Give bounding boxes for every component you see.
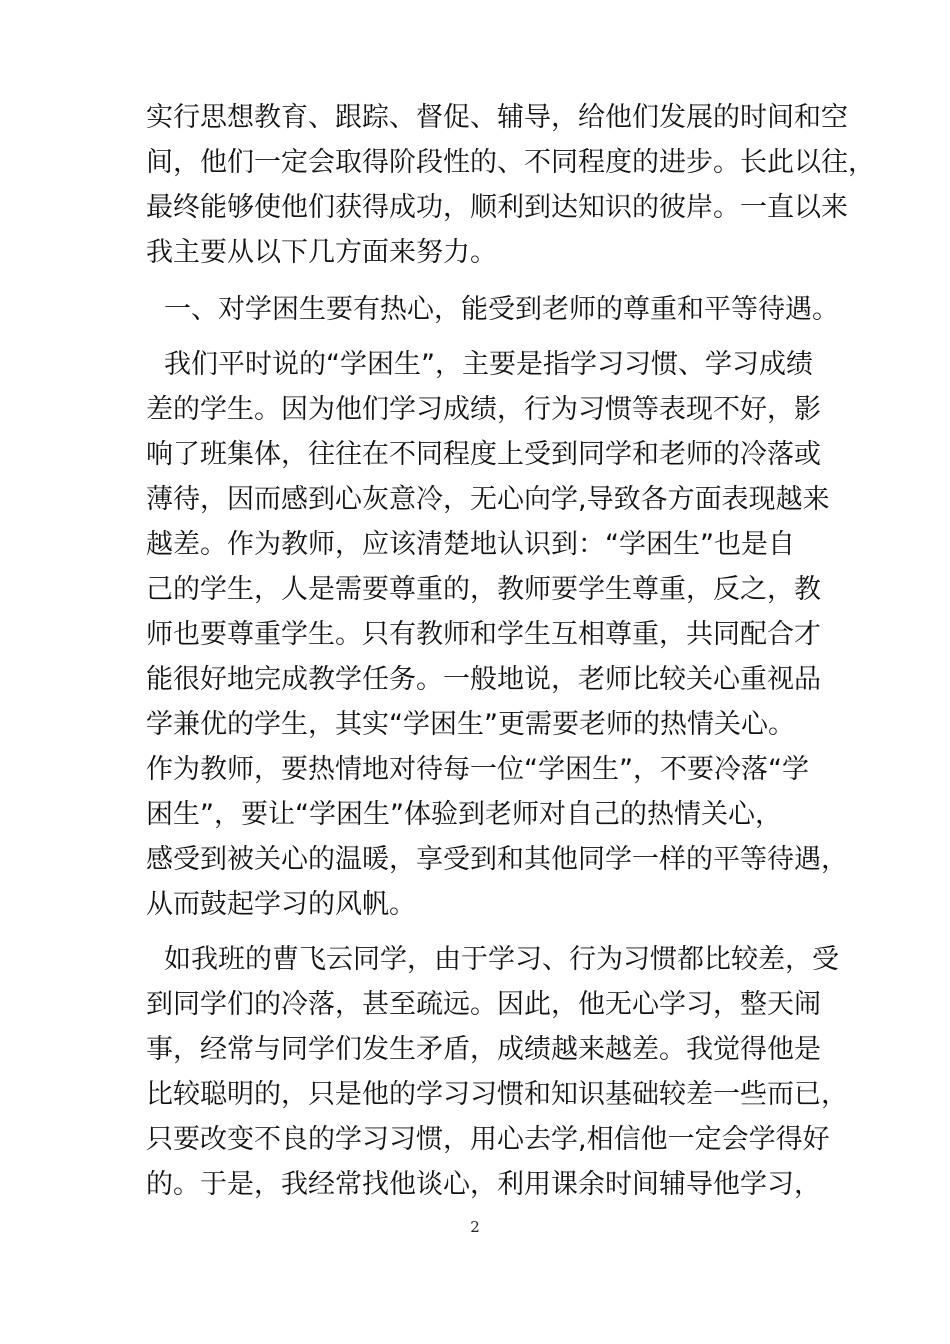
text-line: 如我班的曹飞云同学，由于学习、行为习惯都比较差，受 — [164, 944, 839, 975]
text-line: 越差。作为教师，应该清楚地认识到：“学困生”也是自 — [146, 529, 795, 560]
text-line: 薄待，因而感到心灰意冷，无心向学,导致各方面表现越来 — [146, 484, 830, 515]
text-line: 比较聪明的，只是他的学习习惯和知识基础较差一些而已， — [146, 1079, 848, 1110]
text-line: 实行思想教育、跟踪、督促、辅导，给他们发展的时间和空 — [146, 102, 848, 133]
text-line: 己的学生，人是需要尊重的，教师要学生尊重，反之，教 — [146, 574, 821, 605]
text-line: 到同学们的冷落，甚至疏远。因此，他无心学习，整天闹 — [146, 989, 821, 1020]
text-line: 只要改变不良的学习习惯，用心去学,相信他一定会学得好 — [146, 1124, 830, 1155]
text-line: 困生”，要让“学困生”体验到老师对自己的热情关心， — [146, 799, 782, 830]
text-line: 能很好地完成教学任务。一般地说，老师比较关心重视品 — [146, 664, 821, 695]
text-line: 差的学生。因为他们学习成绩，行为习惯等表现不好，影 — [146, 394, 821, 425]
text-line: 从而鼓起学习的风帆。 — [146, 889, 416, 920]
page-number: 2 — [470, 1218, 480, 1236]
text-line: 的。于是，我经常找他谈心，利用课余时间辅导他学习， — [146, 1169, 821, 1200]
section-heading: 一、对学困生要有热心，能受到老师的尊重和平等待遇。 — [164, 294, 839, 325]
text-line: 感受到被关心的温暖，享受到和其他同学一样的平等待遇， — [146, 844, 848, 875]
text-line: 学兼优的学生，其实“学困生”更需要老师的热情关心。 — [146, 709, 795, 740]
text-line: 作为教师，要热情地对待每一位“学困生”，不要冷落“学 — [146, 754, 809, 785]
text-line: 我主要从以下几方面来努力。 — [146, 237, 497, 268]
text-line: 间，他们一定会取得阶段性的、不同程度的进步。长此以往， — [146, 147, 875, 178]
text-line: 我们平时说的“学困生”，主要是指学习习惯、学习成绩 — [164, 349, 813, 380]
text-line: 响了班集体，往往在不同程度上受到同学和老师的冷落或 — [146, 439, 821, 470]
text-line: 师也要尊重学生。只有教师和学生互相尊重，共同配合才 — [146, 619, 821, 650]
text-line: 事，经常与同学们发生矛盾，成绩越来越差。我觉得他是 — [146, 1034, 821, 1065]
text-line: 最终能够使他们获得成功，顺利到达知识的彼岸。一直以来 — [146, 192, 848, 223]
